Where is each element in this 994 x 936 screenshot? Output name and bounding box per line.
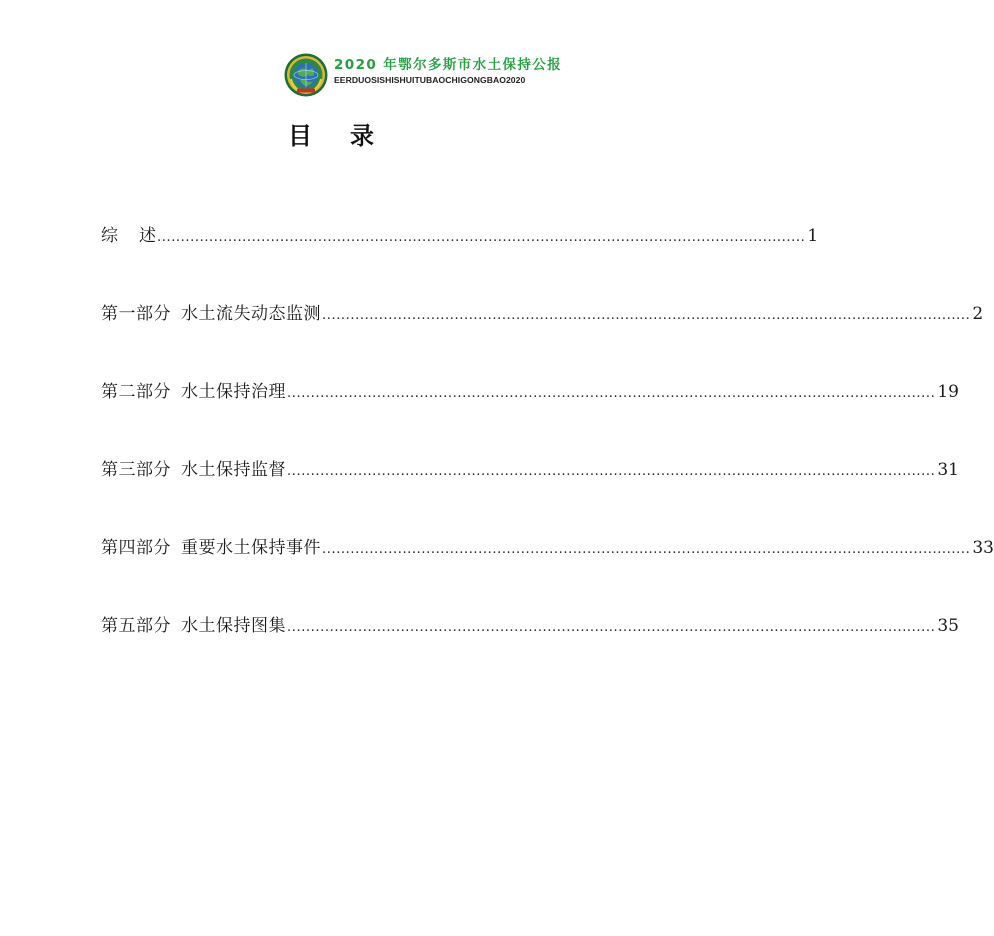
toc-entry-label [101,456,286,484]
page-title-char-1: 目 [288,122,312,150]
toc-part-name: 水土保持监督 [181,460,286,480]
toc-part-name: 水土保持治理 [181,382,286,402]
toc-entry-part-4[interactable] [101,534,994,562]
globe-wheat-emblem-icon [284,53,328,97]
toc-part-label: 第四部分 [101,538,171,558]
toc-entry-part-2[interactable] [101,378,959,406]
toc-page-number: 1 [807,226,819,246]
report-title: 2020 年鄂尔多斯市水土保持公报 [334,57,563,73]
report-header [284,50,584,100]
toc-page-number: 19 [937,382,959,402]
toc-entry-overview[interactable] [101,222,819,250]
toc-entry-label [101,222,156,250]
toc-part-label: 第一部分 [101,304,171,324]
toc-page-number: 2 [972,304,984,324]
page-title-char-2: 录 [350,122,374,150]
toc-entry-part-1[interactable] [101,300,984,328]
toc-part-name: 重要水土保持事件 [181,538,321,558]
toc-part-name: 水土保持图集 [181,616,286,636]
toc-page-number: 35 [937,616,959,636]
toc-dot-leader: ......................................................................................................................................... [322,542,971,557]
toc-entry-label [101,300,321,328]
toc-entry-part-5[interactable] [101,612,959,640]
toc-entry-label [101,378,286,406]
toc-dot-leader: ......................................................................................................................................... [287,620,936,635]
toc-entry-label [101,534,321,562]
toc-part-name: 水土流失动态监测 [181,304,321,324]
toc-entry-label [101,612,286,640]
toc-entry-label-char-1: 综 [101,226,118,246]
toc-page-number: 33 [972,538,994,558]
toc-dot-leader: ......................................................................................................................................... [157,230,806,245]
toc-part-label: 第五部分 [101,616,171,636]
toc-page-number: 31 [937,460,959,480]
toc-entry-part-3[interactable] [101,456,959,484]
toc-dot-leader: ......................................................................................................................................... [322,308,971,323]
toc-part-label: 第二部分 [101,382,171,402]
toc-dot-leader: ......................................................................................................................................... [287,386,936,401]
toc-part-label: 第三部分 [101,460,171,480]
report-subtitle: EERDUOSISHISHUITUBAOCHIGONGBAO2020 [334,75,526,85]
toc-entry-label-char-2: 述 [139,226,156,246]
toc-dot-leader: ......................................................................................................................................... [287,464,936,479]
page-title [0,116,662,151]
